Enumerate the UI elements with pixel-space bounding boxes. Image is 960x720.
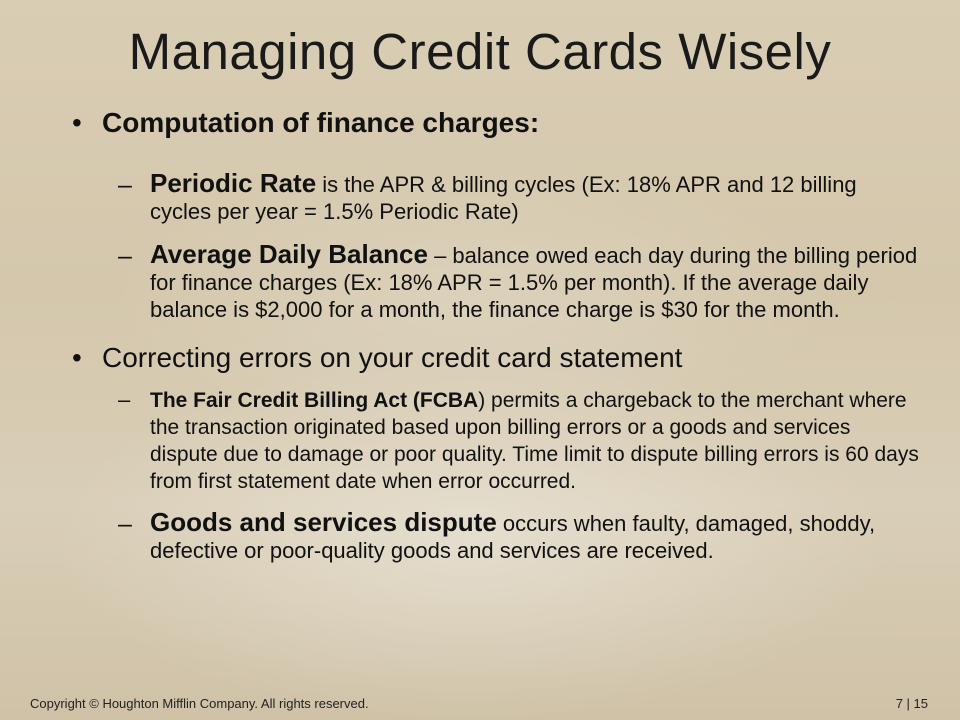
bullet-text — [102, 106, 539, 140]
slide-content — [72, 106, 922, 564]
dash-marker: – — [118, 510, 132, 538]
bullet-marker: • — [72, 107, 82, 138]
bullet-marker: • — [72, 342, 82, 373]
subitem-periodic-rate — [118, 170, 922, 225]
term-goods-services-dispute: Goods and services dispute — [150, 507, 497, 537]
bullet-correcting-errors — [72, 341, 922, 375]
subitem-text — [150, 170, 922, 225]
subitem-text — [150, 509, 922, 564]
subitem-fcba — [118, 387, 922, 495]
dash-marker: – — [118, 242, 132, 270]
dash-marker: – — [118, 171, 132, 199]
term-average-daily-balance: Average Daily Balance — [150, 239, 428, 269]
footer-page-number: 7 | 15 — [895, 696, 928, 711]
bullet-finance-charges — [72, 106, 922, 140]
subitem-body: ) permits a chargeback to the merchant where the transaction originated based upon billing errors or a goods and services dispute due to damage or poor quality. Time limit to dispute billing errors is 60 days from first statement date when error occurred. — [150, 389, 919, 493]
subitem-body: occurs when faulty, damaged, shoddy, defective or poor-quality goods and services are received. — [150, 511, 876, 563]
subitem-body: is the APR & billing cycles (Ex: 18% APR and 12 billing cycles per year = 1.5% Periodic Rate) — [150, 172, 857, 224]
term-periodic-rate: Periodic Rate — [150, 168, 317, 198]
bullet-text: Correcting errors on your credit card statement — [102, 342, 683, 373]
subitem-body: – balance owed each day during the billing period for finance charges (Ex: 18% APR = 1.5% per month). If the average daily balance is $2,000 for a month, the finance charge is $30 for the month. — [150, 243, 918, 322]
term-fcba: The Fair Credit Billing Act (FCBA — [150, 389, 479, 412]
subitem-text — [150, 241, 922, 323]
subitem-text — [150, 387, 922, 495]
dash-marker: – — [118, 387, 131, 412]
subitem-goods-services-dispute — [118, 509, 922, 564]
bullet-heading: Computation of finance charges: — [102, 107, 540, 138]
slide-title: Managing Credit Cards Wisely — [128, 23, 832, 80]
footer-copyright: Copyright © Houghton Mifflin Company. All rights reserved. — [30, 696, 369, 711]
subitem-average-daily-balance — [118, 241, 922, 323]
